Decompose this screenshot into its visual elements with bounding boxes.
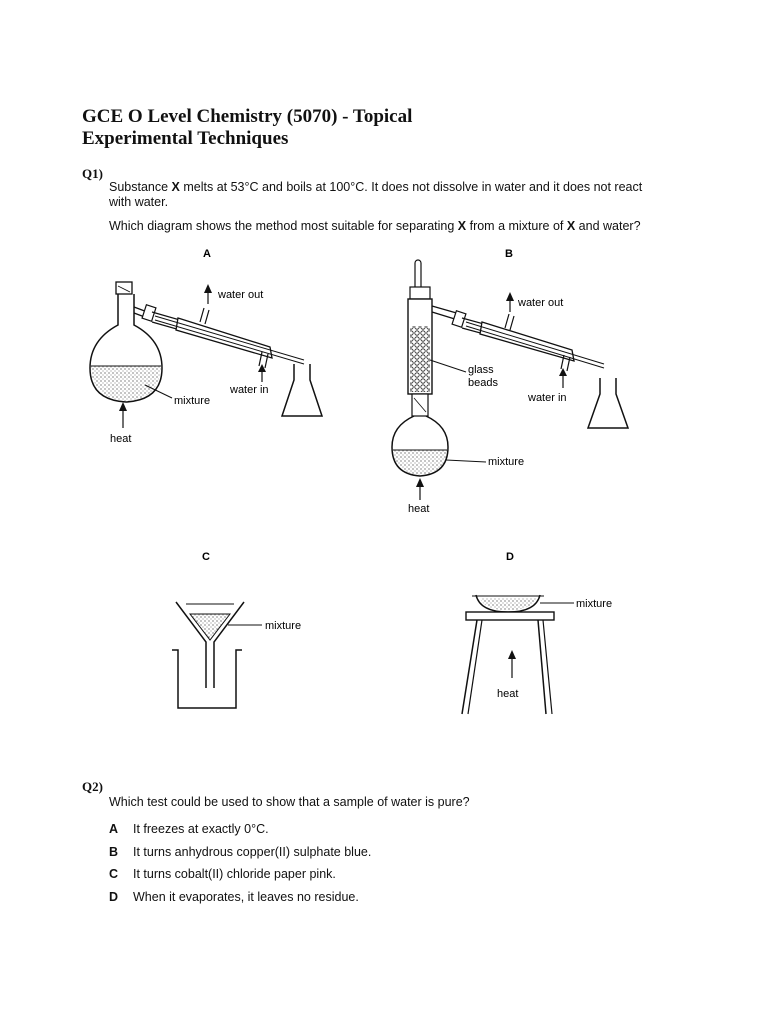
mixture-label-b: mixture: [488, 456, 525, 468]
mixture-label-d: mixture: [576, 598, 613, 610]
question-2-stem: Which test could be used to show that a sample of water is pure?: [109, 795, 470, 809]
heat-label-a: heat: [110, 433, 132, 445]
diagram-d-letter: D: [506, 551, 514, 563]
option-c-letter: C: [109, 867, 119, 881]
mixture-a: [91, 366, 161, 401]
diagram-a: [90, 248, 322, 445]
diagram-c: [172, 551, 301, 708]
funnel-mixture-c: [190, 614, 230, 640]
diagram-a-letter: A: [203, 248, 211, 260]
water-in-label-b: water in: [528, 392, 567, 404]
mixture-b: [393, 450, 447, 475]
option-d-text: When it evaporates, it leaves no residue.: [133, 890, 359, 904]
conical-flask-b: [588, 378, 628, 428]
heat-label-b: heat: [408, 503, 430, 515]
document-title: GCE O Level Chemistry (5070) - Topical: [82, 106, 413, 127]
option-d-letter: D: [109, 890, 119, 904]
glass-beads-label-line2: beads: [468, 377, 498, 389]
option-c-text: It turns cobalt(II) chloride paper pink.: [133, 867, 336, 881]
diagram-c-letter: C: [202, 551, 210, 563]
option-b-letter: B: [109, 845, 119, 859]
water-in-label-a: water in: [230, 384, 269, 396]
mixture-label-c: mixture: [265, 620, 302, 632]
mixture-label-a: mixture: [174, 395, 211, 407]
question-1-prompt: Which diagram shows the method most suitable for separating X from a mixture of X and water?: [109, 219, 641, 233]
glass-beads-b: [410, 326, 430, 392]
diagram-b-letter: B: [505, 248, 513, 260]
water-out-label-b: water out: [518, 297, 564, 309]
option-a-letter: A: [109, 822, 119, 836]
diagram-b: [392, 248, 628, 515]
conical-flask-a: [282, 364, 322, 416]
heat-label-d: heat: [497, 688, 519, 700]
diagram-d: [462, 551, 612, 714]
condenser-b: [480, 322, 574, 361]
option-b-text: It turns anhydrous copper(II) sulphate blue.: [133, 845, 372, 859]
option-a-text: It freezes at exactly 0°C.: [133, 822, 269, 836]
question-1-stem: Substance X melts at 53°C and boils at 100°C. It does not dissolve in water and it does not react with water.: [109, 180, 643, 209]
water-out-label-a: water out: [218, 289, 264, 301]
question-1-number: Q1): [82, 166, 103, 181]
tripod-top-d: [466, 612, 554, 620]
question-2-number: Q2): [82, 779, 103, 794]
glass-beads-label-line1: glass: [468, 364, 494, 376]
document-subtitle: Experimental Techniques: [82, 128, 289, 149]
beaker-c: [172, 650, 242, 708]
condenser-a: [176, 318, 272, 358]
